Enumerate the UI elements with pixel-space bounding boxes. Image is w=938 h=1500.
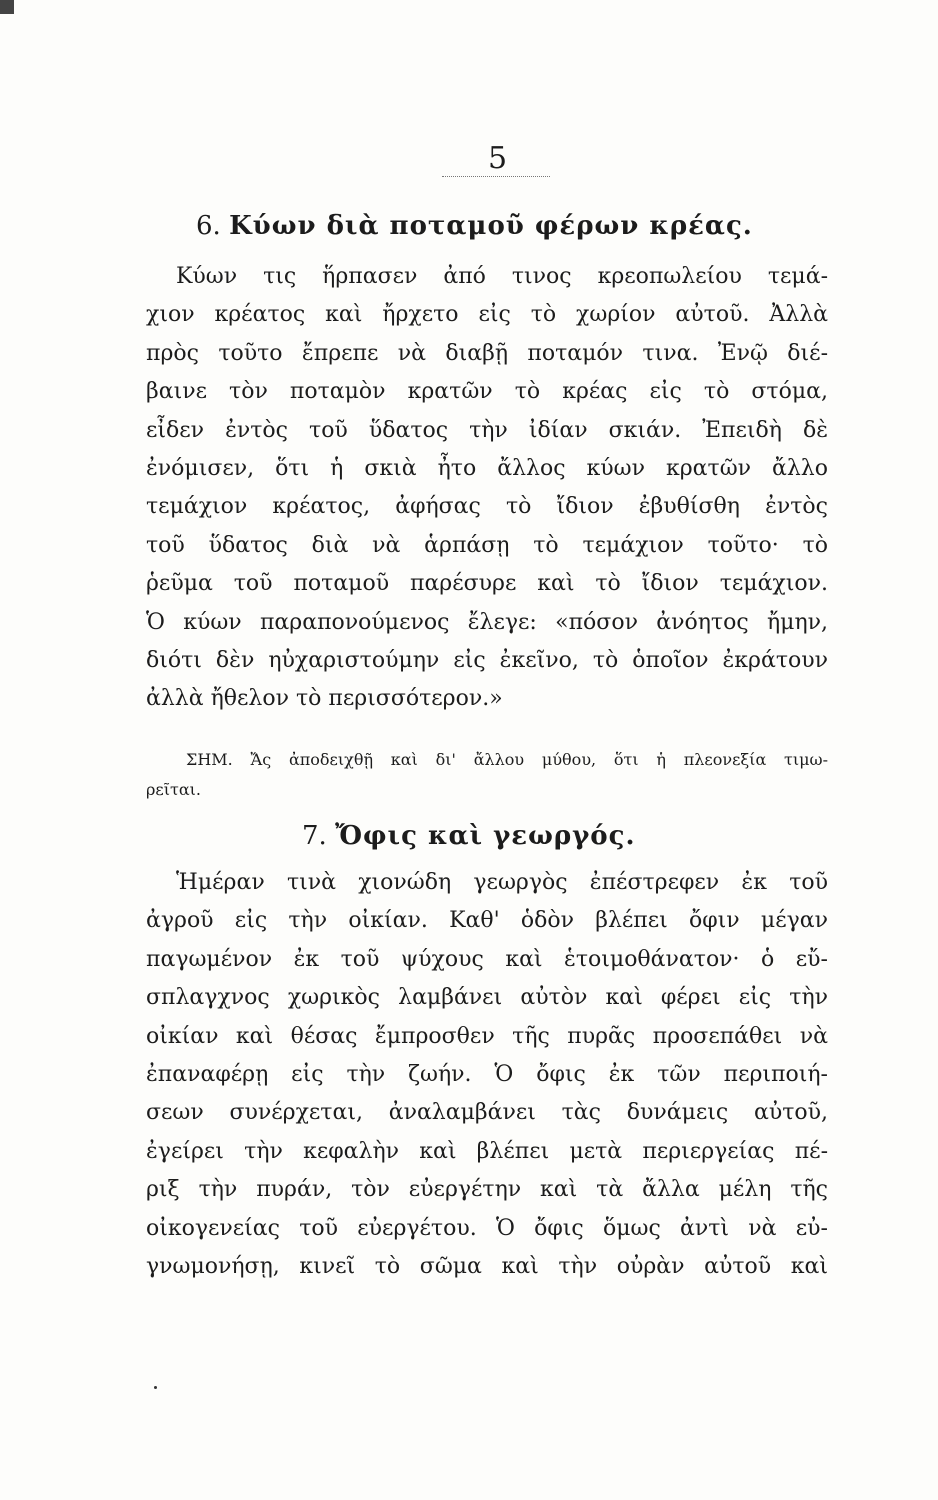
- text-line: ῥεῦμα τοῦ ποταμοῦ παρέσυρε καὶ τὸ ἴδιον τεμάχιον.: [146, 571, 828, 597]
- text-line: διότι δὲν ηὐχαριστούμην εἰς ἐκεῖνο, τὸ ὁποῖον ἐκράτουν: [146, 647, 828, 673]
- fable-7-heading: [302, 818, 636, 854]
- text-line: παγωμένον ἐκ τοῦ ψύχους καὶ ἑτοιμοθάνατον· ὁ εὔ-: [146, 946, 828, 972]
- ink-speck: [154, 1386, 157, 1389]
- fable-6-text: [146, 258, 828, 719]
- note-line: ρεῖται.: [146, 780, 201, 799]
- fable-6-note: [146, 745, 828, 805]
- page-number-rule: [442, 176, 550, 177]
- fable-7-number: 7.: [302, 821, 327, 851]
- text-line: πρὸς τοῦτο ἔπρεπε νὰ διαβῇ ποταμόν τινα. Ἐνῷ διέ-: [146, 340, 828, 366]
- text-line: χιον κρέατος καὶ ἤρχετο εἰς τὸ χωρίον αὐτοῦ. Ἀλλὰ: [146, 302, 828, 328]
- fable-6-heading: [196, 208, 753, 244]
- text-line: Ὁ κύων παραπονούμενος ἔλεγε: «πόσον ἀνόητος ἤμην,: [146, 609, 828, 635]
- text-line: βαινε τὸν ποταμὸν κρατῶν τὸ κρέας εἰς τὸ στόμα,: [146, 379, 828, 405]
- text-line: ἐγείρει τὴν κεφαλὴν καὶ βλέπει μετὰ περιεργείας πέ-: [146, 1138, 828, 1164]
- fable-7-text: [146, 864, 828, 1286]
- fable-6-title: Κύων διὰ ποταμοῦ φέρων κρέας.: [229, 211, 753, 241]
- text-line: ἐνόμισεν, ὅτι ἡ σκιὰ ἦτο ἄλλος κύων κρατῶν ἄλλο: [146, 455, 828, 481]
- fable-6-number: 6.: [196, 211, 221, 241]
- page-number: 5: [488, 141, 508, 176]
- text-line: γνωμονήσῃ, κινεῖ τὸ σῶμα καὶ τὴν οὐρὰν αὐτοῦ καὶ: [146, 1253, 828, 1279]
- text-line: ριξ τὴν πυράν, τὸν εὐεργέτην καὶ τὰ ἄλλα μέλη τῆς: [146, 1177, 828, 1203]
- text-line: τεμάχιον κρέατος, ἀφήσας τὸ ἴδιον ἐβυθίσθη ἐντὸς: [146, 494, 828, 520]
- text-line: ἀλλὰ ἤθελον τὸ περισσότερον.»: [146, 686, 503, 712]
- text-line: Ἡμέραν τινὰ χιονώδη γεωργὸς ἐπέστρεφεν ἐκ τοῦ: [176, 870, 828, 895]
- text-line: σπλαγχνος χωρικὸς λαμβάνει αὐτὸν καὶ φέρει εἰς τὴν: [146, 985, 828, 1011]
- text-line: οἰκογενείας τοῦ εὐεργέτου. Ὁ ὄφις ὅμως ἀντὶ νὰ εὐ-: [146, 1215, 828, 1241]
- fable-7-title: Ὄφις καὶ γεωργός.: [335, 821, 636, 851]
- text-line: ἐπαναφέρῃ εἰς τὴν ζωήν. Ὁ ὄφις ἐκ τῶν περιποιή-: [146, 1061, 828, 1087]
- scan-edge-mark: [0, 0, 14, 14]
- text-line: οἰκίαν καὶ θέσας ἔμπροσθεν τῆς πυρᾶς προσεπάθει νὰ: [146, 1023, 828, 1049]
- note-line: ΣΗΜ. Ἄς ἀποδειχθῇ καὶ δι' ἄλλου μύθου, ὅτι ἡ πλεονεξία τιμω-: [186, 750, 828, 769]
- text-line: τοῦ ὕδατος διὰ νὰ ἁρπάσῃ τὸ τεμάχιον τοῦτο· τὸ: [146, 532, 828, 558]
- text-line: ἀγροῦ εἰς τὴν οἰκίαν. Καθ' ὁδὸν βλέπει ὄφιν μέγαν: [146, 908, 828, 934]
- text-line: εἶδεν ἐντὸς τοῦ ὕδατος τὴν ἰδίαν σκιάν. Ἐπειδὴ δὲ: [146, 417, 828, 443]
- text-line: σεων συνέρχεται, ἀναλαμβάνει τὰς δυνάμεις αὐτοῦ,: [146, 1100, 828, 1126]
- text-line: Κύων τις ἥρπασεν ἀπό τινος κρεοπωλείου τεμά-: [176, 264, 828, 289]
